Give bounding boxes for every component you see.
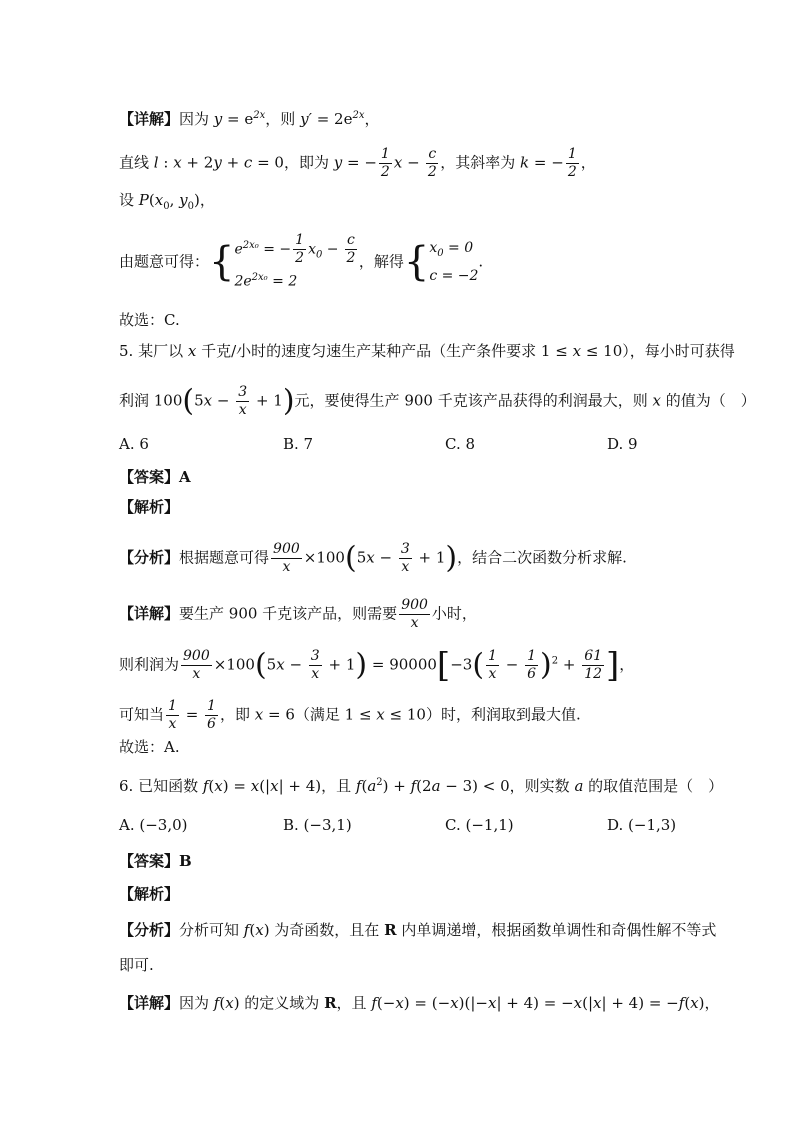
solution-line-derivative: 【详解】因为 $y = e^{2x}$，则 $y' = 2e^{2x}$， <box>119 110 380 128</box>
solution-line-system: 由题意可得：{ $e^{2x_0}$ = − $\frac{1}{2}$ $x_0$ − $\frac{c}{2}$ $2e^{2x_0} = 2$ ，解得{ $x_0 = 0$ c = −2 . <box>119 232 484 290</box>
q6-solution-1: 【详解】因为 f(x) 的定义域为 R，且 f(−x) = (−x)(|−x| + 4) = −x(|x| + 4) = −f(x)， <box>119 994 720 1012</box>
q6-option-d: D. (−1,3) <box>607 816 677 834</box>
q5-analysis: 【分析】根据题意可得 $\frac{900}{x}$ ×100(5x − $\frac{3}{x}$ + 1)，结合二次函数分析求解. <box>119 540 627 576</box>
q5-analysis-heading: 【解析】 <box>119 498 180 516</box>
q5-option-d: D. 9 <box>607 435 638 453</box>
q5-solution-1: 【详解】要生产 900 千克该产品，则需要 $\frac{900}{x}$ 小时， <box>119 597 477 631</box>
q6-analysis-heading: 【解析】 <box>119 885 180 903</box>
q6-analysis-cont: 即可. <box>119 956 154 974</box>
q5-choice: 故选：A. <box>119 738 180 756</box>
q5-option-a: A. 6 <box>119 435 149 453</box>
q6-analysis: 【分析】分析可知 f(x) 为奇函数，且在 R 内单调递增，根据函数单调性和奇偶性解不等式 <box>119 921 717 939</box>
solution-line-point: 设 $P(x_0$, $y_0$)， <box>119 191 215 212</box>
question-6-text: 6. 已知函数 f(x) = x(|x| + 4)，且 $f(a^2) + f(2a - 3) < 0$，则实数 a 的取值范围是（ ） <box>119 777 724 795</box>
q6-option-a: A. (−3,0) <box>119 816 188 834</box>
q5-solution-2: 则利润为 $\frac{900}{x}$ ×100(5x − $\frac{3}{x}$ + 1) = 90000[−3( $\frac{1}{x}$ − $\frac{1}{6}$ )$^2$ + $\frac{61}{12}$ ]， <box>119 645 635 686</box>
answer-choice-line: 故选：C. <box>119 311 180 329</box>
q6-option-b: B. (−3,1) <box>283 816 352 834</box>
q5-option-c: C. 8 <box>445 435 476 453</box>
question-5-text-cont: 利润 100(5x − $\frac{3}{x}$ + 1)元，要使得生产 900 千克该产品获得的利润最大，则 x 的值为（ ） <box>119 383 756 419</box>
q5-answer: 【答案】A <box>119 468 191 486</box>
question-5-text: 5. 某厂以 x 千克/小时的速度匀速生产某种产品（生产条件要求 1 ≤ x ≤ 10），每小时可获得 <box>119 342 735 360</box>
q5-solution-3: 可知当 $\frac{1}{x}$ = $\frac{1}{6}$ ，即 x = 6（满足 1 ≤ x ≤ 10）时，利润取到最大值. <box>119 698 581 732</box>
q6-option-c: C. (−1,1) <box>445 816 514 834</box>
solution-line-slope: 直线 l : x + 2y + c = 0，即为 y = − $\frac{1}{2}$ x − $\frac{c}{2}$ ，其斜率为 k = − $\frac{1}{2}$ ， <box>119 146 596 180</box>
q5-option-b: B. 7 <box>283 435 314 453</box>
q6-answer: 【答案】B <box>119 852 192 870</box>
